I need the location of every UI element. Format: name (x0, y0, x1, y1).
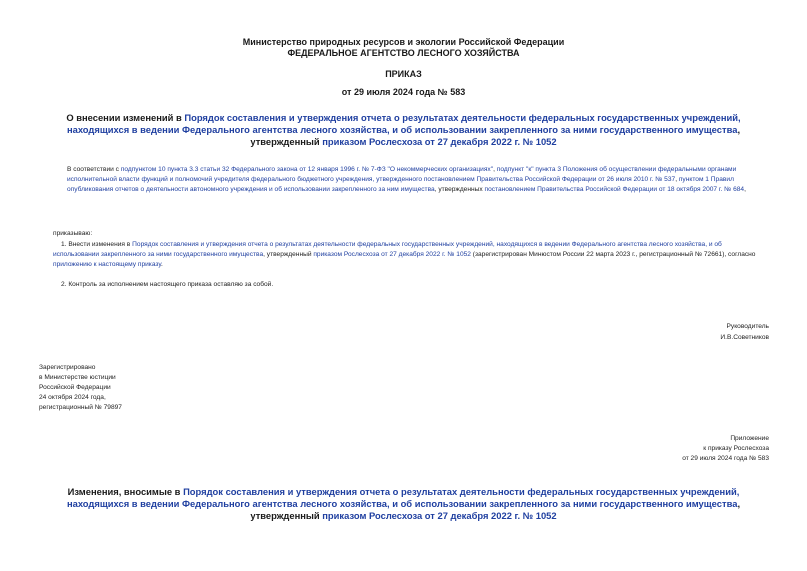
preamble-text-5: , (744, 186, 746, 193)
item1-order-link[interactable]: приказом Рослесхоза от 27 декабря 2022 г. № 1052 (313, 251, 471, 258)
registration-line-2: в Министерстве юстиции (39, 374, 116, 381)
appendix-line-3: от 29 июля 2024 года № 583 (682, 455, 769, 462)
document-date-number: от 29 июля 2024 года № 583 (341, 87, 466, 97)
item1-appendix-link[interactable]: приложению к настоящему приказу (53, 261, 162, 268)
changes-title-procedure-link[interactable]: Порядок составления и утверждения отчета о результатах деятельности федеральных государственных учреждений, находящихся в ведении Федерального агентства лесного хозяйства, и об использовании закрепленного за ними государственного имущества (66, 486, 740, 509)
changes-title-middle: , утвержденный (250, 498, 741, 521)
preamble-law-link[interactable]: подпунктом 10 пункта 3.3 статьи 32 Федерального закона от 12 января 1996 г. № 7-ФЗ "О некоммерческих организациях" (120, 166, 494, 173)
preamble-text-1: В соответствии с (67, 166, 121, 173)
appendix-line-1: Приложение (730, 435, 769, 442)
registration-line-5: регистрационный № 79897 (39, 404, 122, 411)
changes-title (46, 486, 761, 522)
registration-line-1: Зарегистрировано (39, 364, 96, 371)
item1-text-1: 1. Внести изменения в (61, 241, 133, 248)
order-word: приказываю: (53, 230, 93, 237)
item1-text-4: . (161, 261, 163, 268)
changes-title-prefix: Изменения, вносимые в (67, 486, 184, 497)
title-prefix: О внесении изменений в (66, 112, 185, 123)
registration-line-3: Российской Федерации (39, 384, 111, 391)
title-procedure-link[interactable]: Порядок составления и утверждения отчета о результатах деятельности федеральных государственных учреждений, находящихся в ведении Федерального агентства лесного хозяйства, и об использовании закрепленного за ними государственного имущества (66, 112, 741, 135)
item1-text-3: (зарегистрирован Минюстом России 22 марта 2023 г., регистрационный № 72661), согласно (470, 251, 756, 258)
document-title (46, 112, 761, 148)
preamble-paragraph (67, 165, 769, 195)
changes-title-order-link[interactable]: приказом Рослесхоза от 27 декабря 2022 г. № 1052 (322, 510, 557, 521)
order-item-2: 2. Контроль за исполнением настоящего приказа оставляю за собой. (61, 281, 274, 288)
document-type: ПРИКАЗ (385, 69, 422, 79)
registration-block (39, 363, 239, 413)
appendix-block (569, 434, 769, 464)
preamble-text-3: , (675, 176, 679, 183)
preamble-text-4: , утвержденных (434, 186, 485, 193)
preamble-regulation-link[interactable]: подпункт "к" пункта 3 Положения об осуществлении федеральными органами исполнительной власти функций и полномочий учредителя федерального бюджетного учреждения, утвержденного постановлением Правительства Российской Федерации от 26 июля 2010 г. № 537 (67, 166, 737, 183)
signature-position: Руководитель (726, 323, 769, 330)
preamble-text-2: , (493, 166, 497, 173)
ministry-heading: Министерство природных ресурсов и экологии Российской Федерации (242, 37, 565, 47)
order-item-1 (53, 240, 769, 270)
appendix-line-2: к приказу Рослесхоза (703, 445, 769, 452)
title-middle: , утвержденный (250, 124, 741, 147)
agency-heading: ФЕДЕРАЛЬНОЕ АГЕНТСТВО ЛЕСНОГО ХОЗЯЙСТВА (287, 48, 520, 58)
item1-procedure-link[interactable]: Порядок составления и утверждения отчета о результатах деятельности федеральных государственных учреждений, находящихся в ведении Федерального агентства лесного хозяйства, и об использовании закрепленного за ними государственного имущества (53, 241, 722, 258)
title-order-link[interactable]: приказом Рослесхоза от 27 декабря 2022 г. № 1052 (322, 136, 557, 147)
item1-text-2: , утвержденный (263, 251, 314, 258)
preamble-rules-link[interactable]: пунктом 1 Правил опубликования отчетов о деятельности автономного учреждения и об использовании закрепленного за ним имущества (67, 176, 734, 193)
registration-line-4: 24 октября 2024 года, (39, 394, 106, 401)
signature-name: И.В.Советников (720, 334, 769, 341)
preamble-decree-link[interactable]: постановлением Правительства Российской Федерации от 18 октября 2007 г. № 684 (484, 186, 745, 193)
